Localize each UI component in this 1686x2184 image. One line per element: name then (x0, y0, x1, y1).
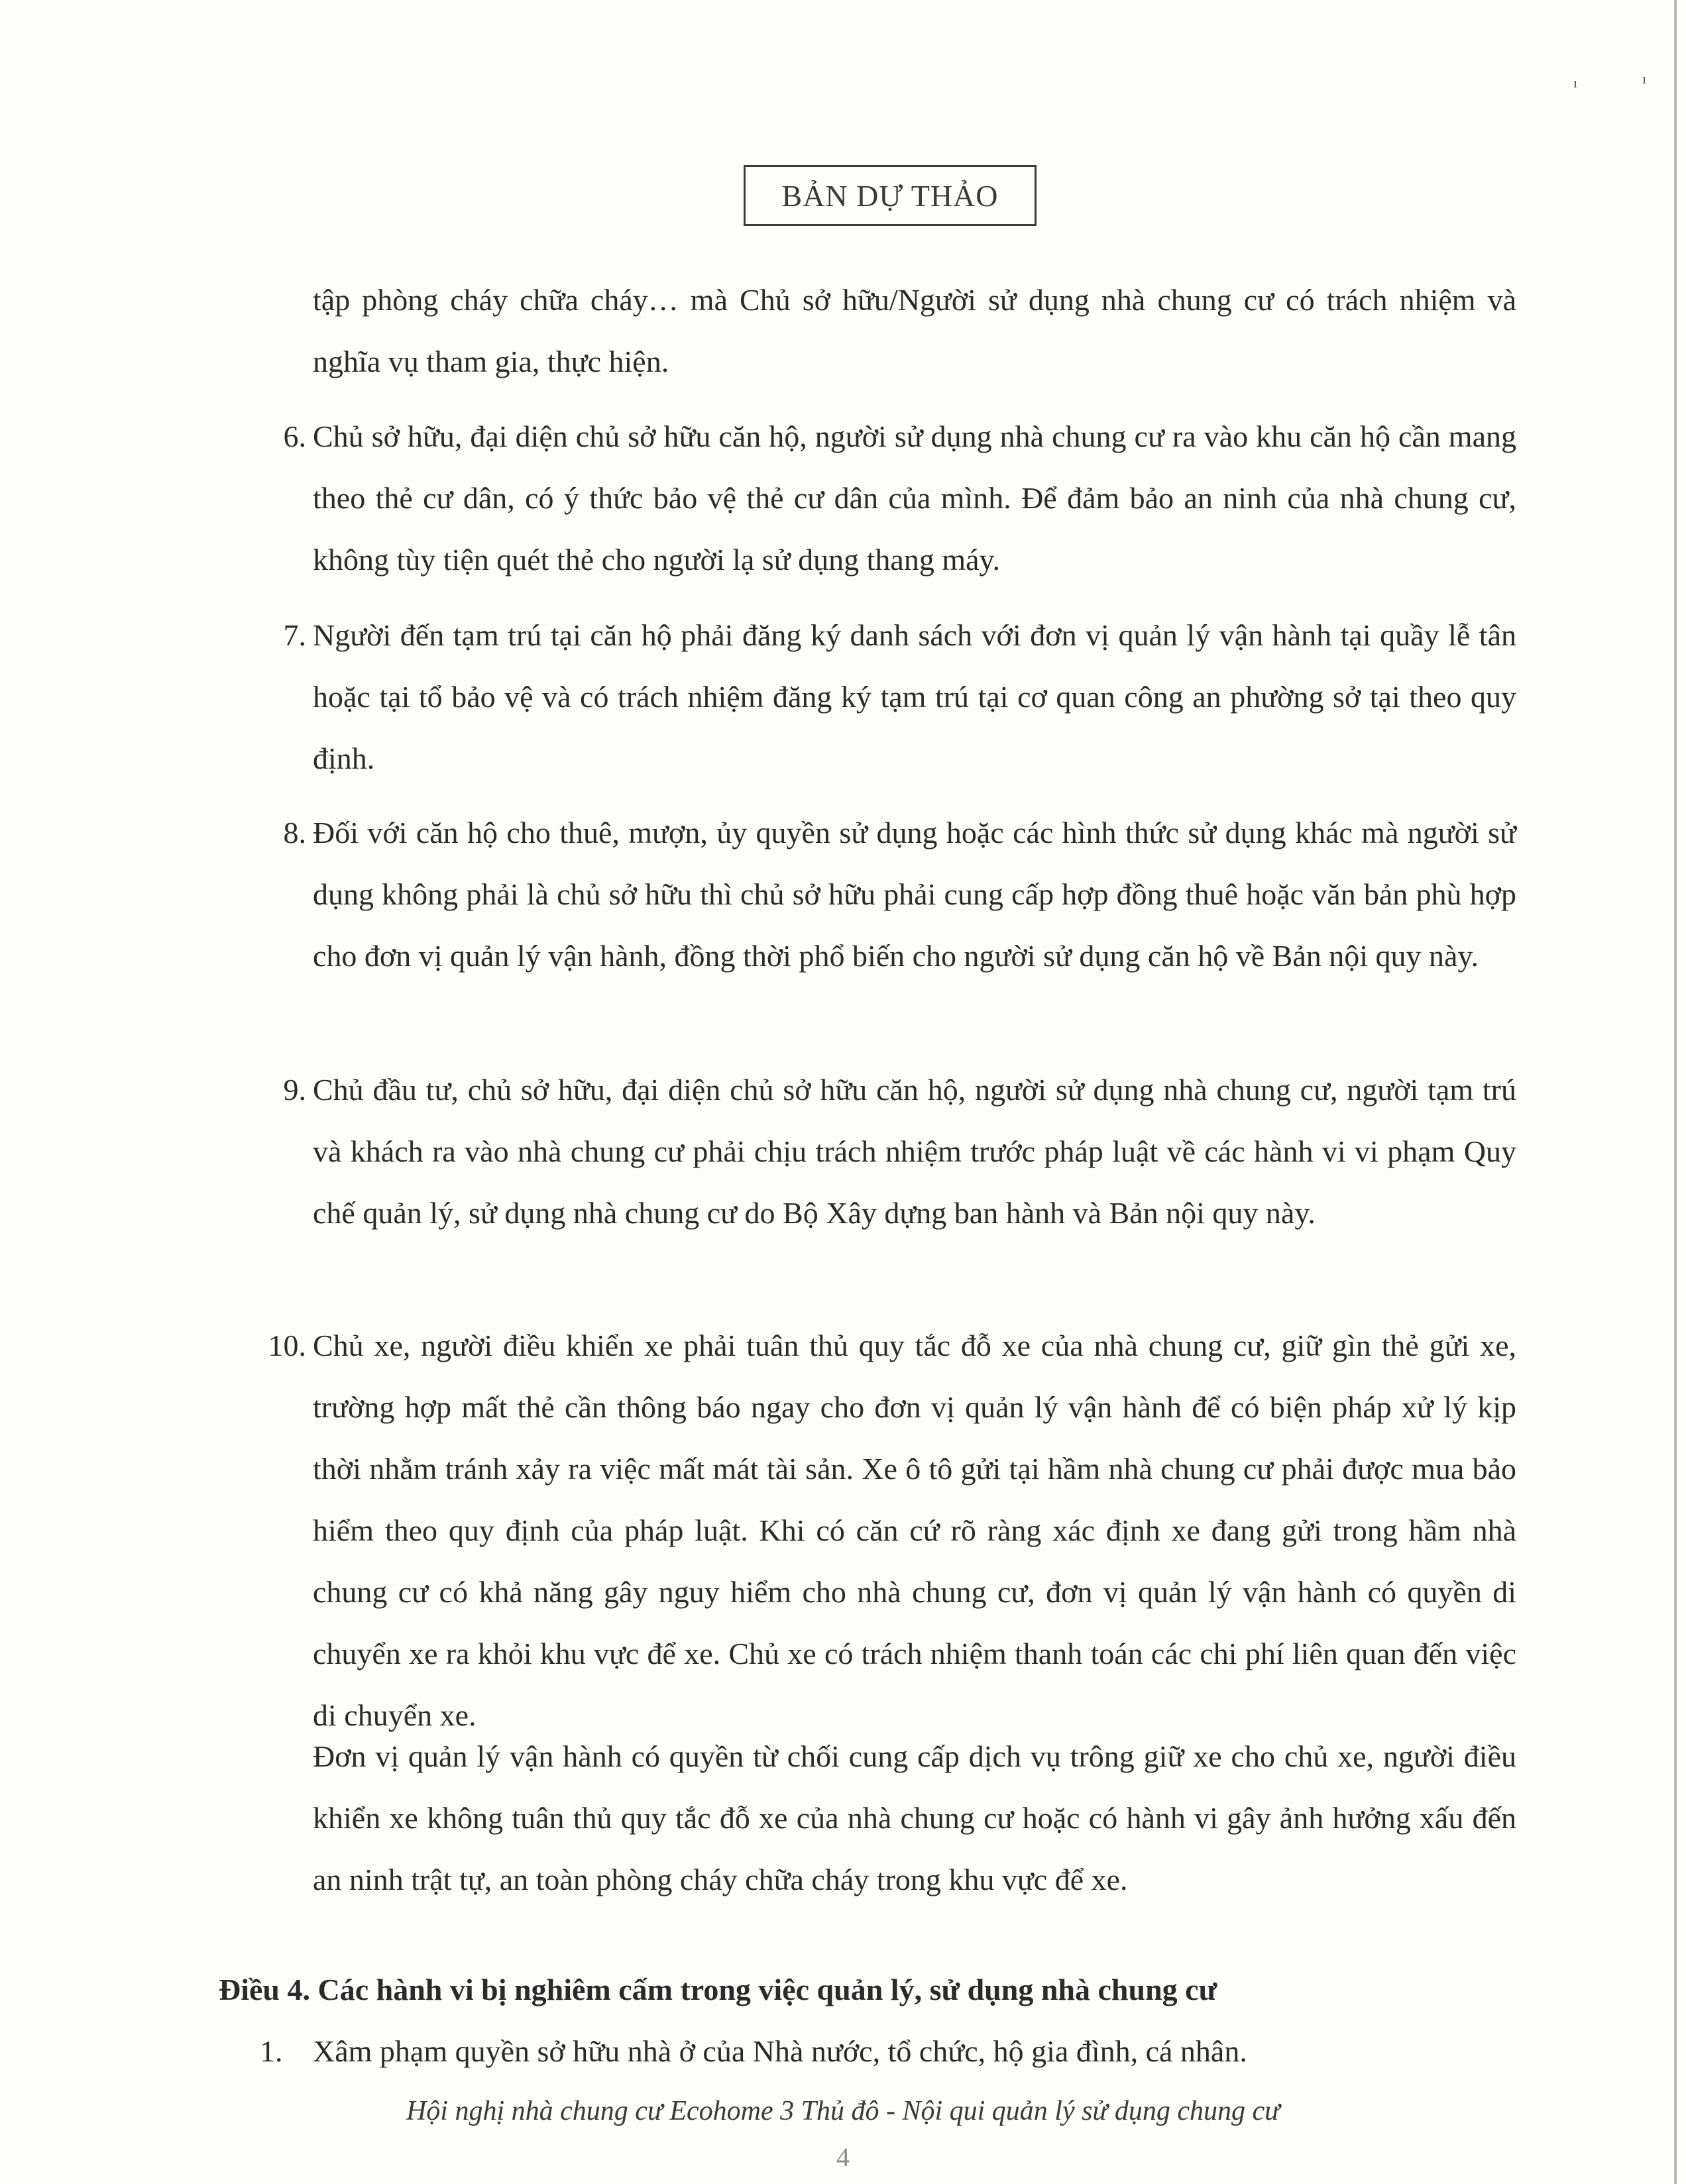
list-item-text: Người đến tạm trú tại căn hộ phải đăng ký danh sách với đơn vị quản lý vận hành tại quầy lễ tân hoặc tại tổ bảo vệ và có trách nhiệm đăng ký tạm trú tại cơ quan công an phường sở tại theo quy định. (313, 618, 1516, 775)
list-item-text: Đối với căn hộ cho thuê, mượn, ủy quyền sử dụng hoặc các hình thức sử dụng khác mà người sử dụng không phải là chủ sở hữu thì chủ sở hữu phải cung cấp hợp đồng thuê hoặc văn bản phù hợp cho đơn vị quản lý vận hành, đồng thời phổ biến cho người sử dụng căn hộ về Bản nội quy này. (313, 816, 1516, 973)
list-item-10 (268, 1315, 1516, 1746)
article-item-number: 1. (260, 2034, 283, 2068)
list-item-text: Chủ sở hữu, đại diện chủ sở hữu căn hộ, người sử dụng nhà chung cư ra vào khu căn hộ cần mang theo thẻ cư dân, có ý thức bảo vệ thẻ cư dân của mình. Để đảm bảo an ninh của nhà chung cư, không tùy tiện quét thẻ cho người lạ sử dụng thang máy. (313, 419, 1516, 576)
list-item-number: 6. (283, 419, 306, 453)
article-heading: Điều 4. Các hành vi bị nghiêm cấm trong việc quản lý, sử dụng nhà chung cư (219, 1973, 1217, 2006)
list-item-text: Chủ đầu tư, chủ sở hữu, đại diện chủ sở hữu căn hộ, người sử dụng nhà chung cư, người tạm trú và khách ra vào nhà chung cư phải chịu trách nhiệm trước pháp luật về các hành vi vi phạm Quy chế quản lý, sử dụng nhà chung cư do Bộ Xây dựng ban hành và Bản nội quy này. (313, 1073, 1516, 1230)
list-item-6 (283, 406, 1516, 590)
list-item-7 (283, 604, 1516, 789)
list-item-number: 9. (283, 1073, 306, 1107)
list-item-number: 8. (283, 816, 306, 849)
item-10-paragraph: Đơn vị quản lý vận hành có quyền từ chối cung cấp dịch vụ trông giữ xe cho chủ xe, người điều khiển xe không tuân thủ quy tắc đỗ xe của nhà chung cư hoặc có hành vi gây ảnh hưởng xấu đến an ninh trật tự, an toàn phòng cháy chữa cháy trong khu vực để xe. (313, 1739, 1516, 1896)
page-number: 4 (836, 2142, 850, 2172)
article-item-text: Xâm phạm quyền sở hữu nhà ở của Nhà nước, tổ chức, hộ gia đình, cá nhân. (313, 2034, 1247, 2068)
list-item-number: 7. (283, 618, 306, 652)
continuation-paragraph: tập phòng cháy chữa cháy… mà Chủ sở hữu/Người sử dụng nhà chung cư có trách nhiệm và nghĩa vụ tham gia, thực hiện. (313, 283, 1516, 378)
list-item-text: Chủ xe, người điều khiển xe phải tuân thủ quy tắc đỗ xe của nhà chung cư, giữ gìn thẻ gửi xe, trường hợp mất thẻ cần thông báo ngay cho đơn vị quản lý vận hành để có biện pháp xử lý kịp thời nhằm tránh xảy ra việc mất mát tài sản. Xe ô tô gửi tại hầm nhà chung cư phải được mua bảo hiểm theo quy định của pháp luật. Khi có căn cứ rõ ràng xác định xe đang gửi trong hầm nhà chung cư có khả năng gây nguy hiểm cho nhà chung cư, đơn vị quản lý vận hành có quyền di chuyển xe ra khỏi khu vực để xe. Chủ xe có trách nhiệm thanh toán các chi phí liên quan đến việc di chuyển xe. (313, 1329, 1516, 1732)
scan-mark: ı (1642, 70, 1647, 87)
scan-edge (1674, 0, 1677, 2184)
list-item-9 (283, 1059, 1516, 1244)
scan-mark: ı (1573, 74, 1578, 91)
list-item-number: 10. (268, 1329, 306, 1362)
page-footer: Hội nghị nhà chung cư Ecohome 3 Thủ đô - Nội qui quản lý sử dụng chung cư (406, 2096, 1280, 2126)
draft-stamp: BẢN DỰ THẢO (744, 165, 1037, 226)
list-item-8 (283, 802, 1516, 987)
